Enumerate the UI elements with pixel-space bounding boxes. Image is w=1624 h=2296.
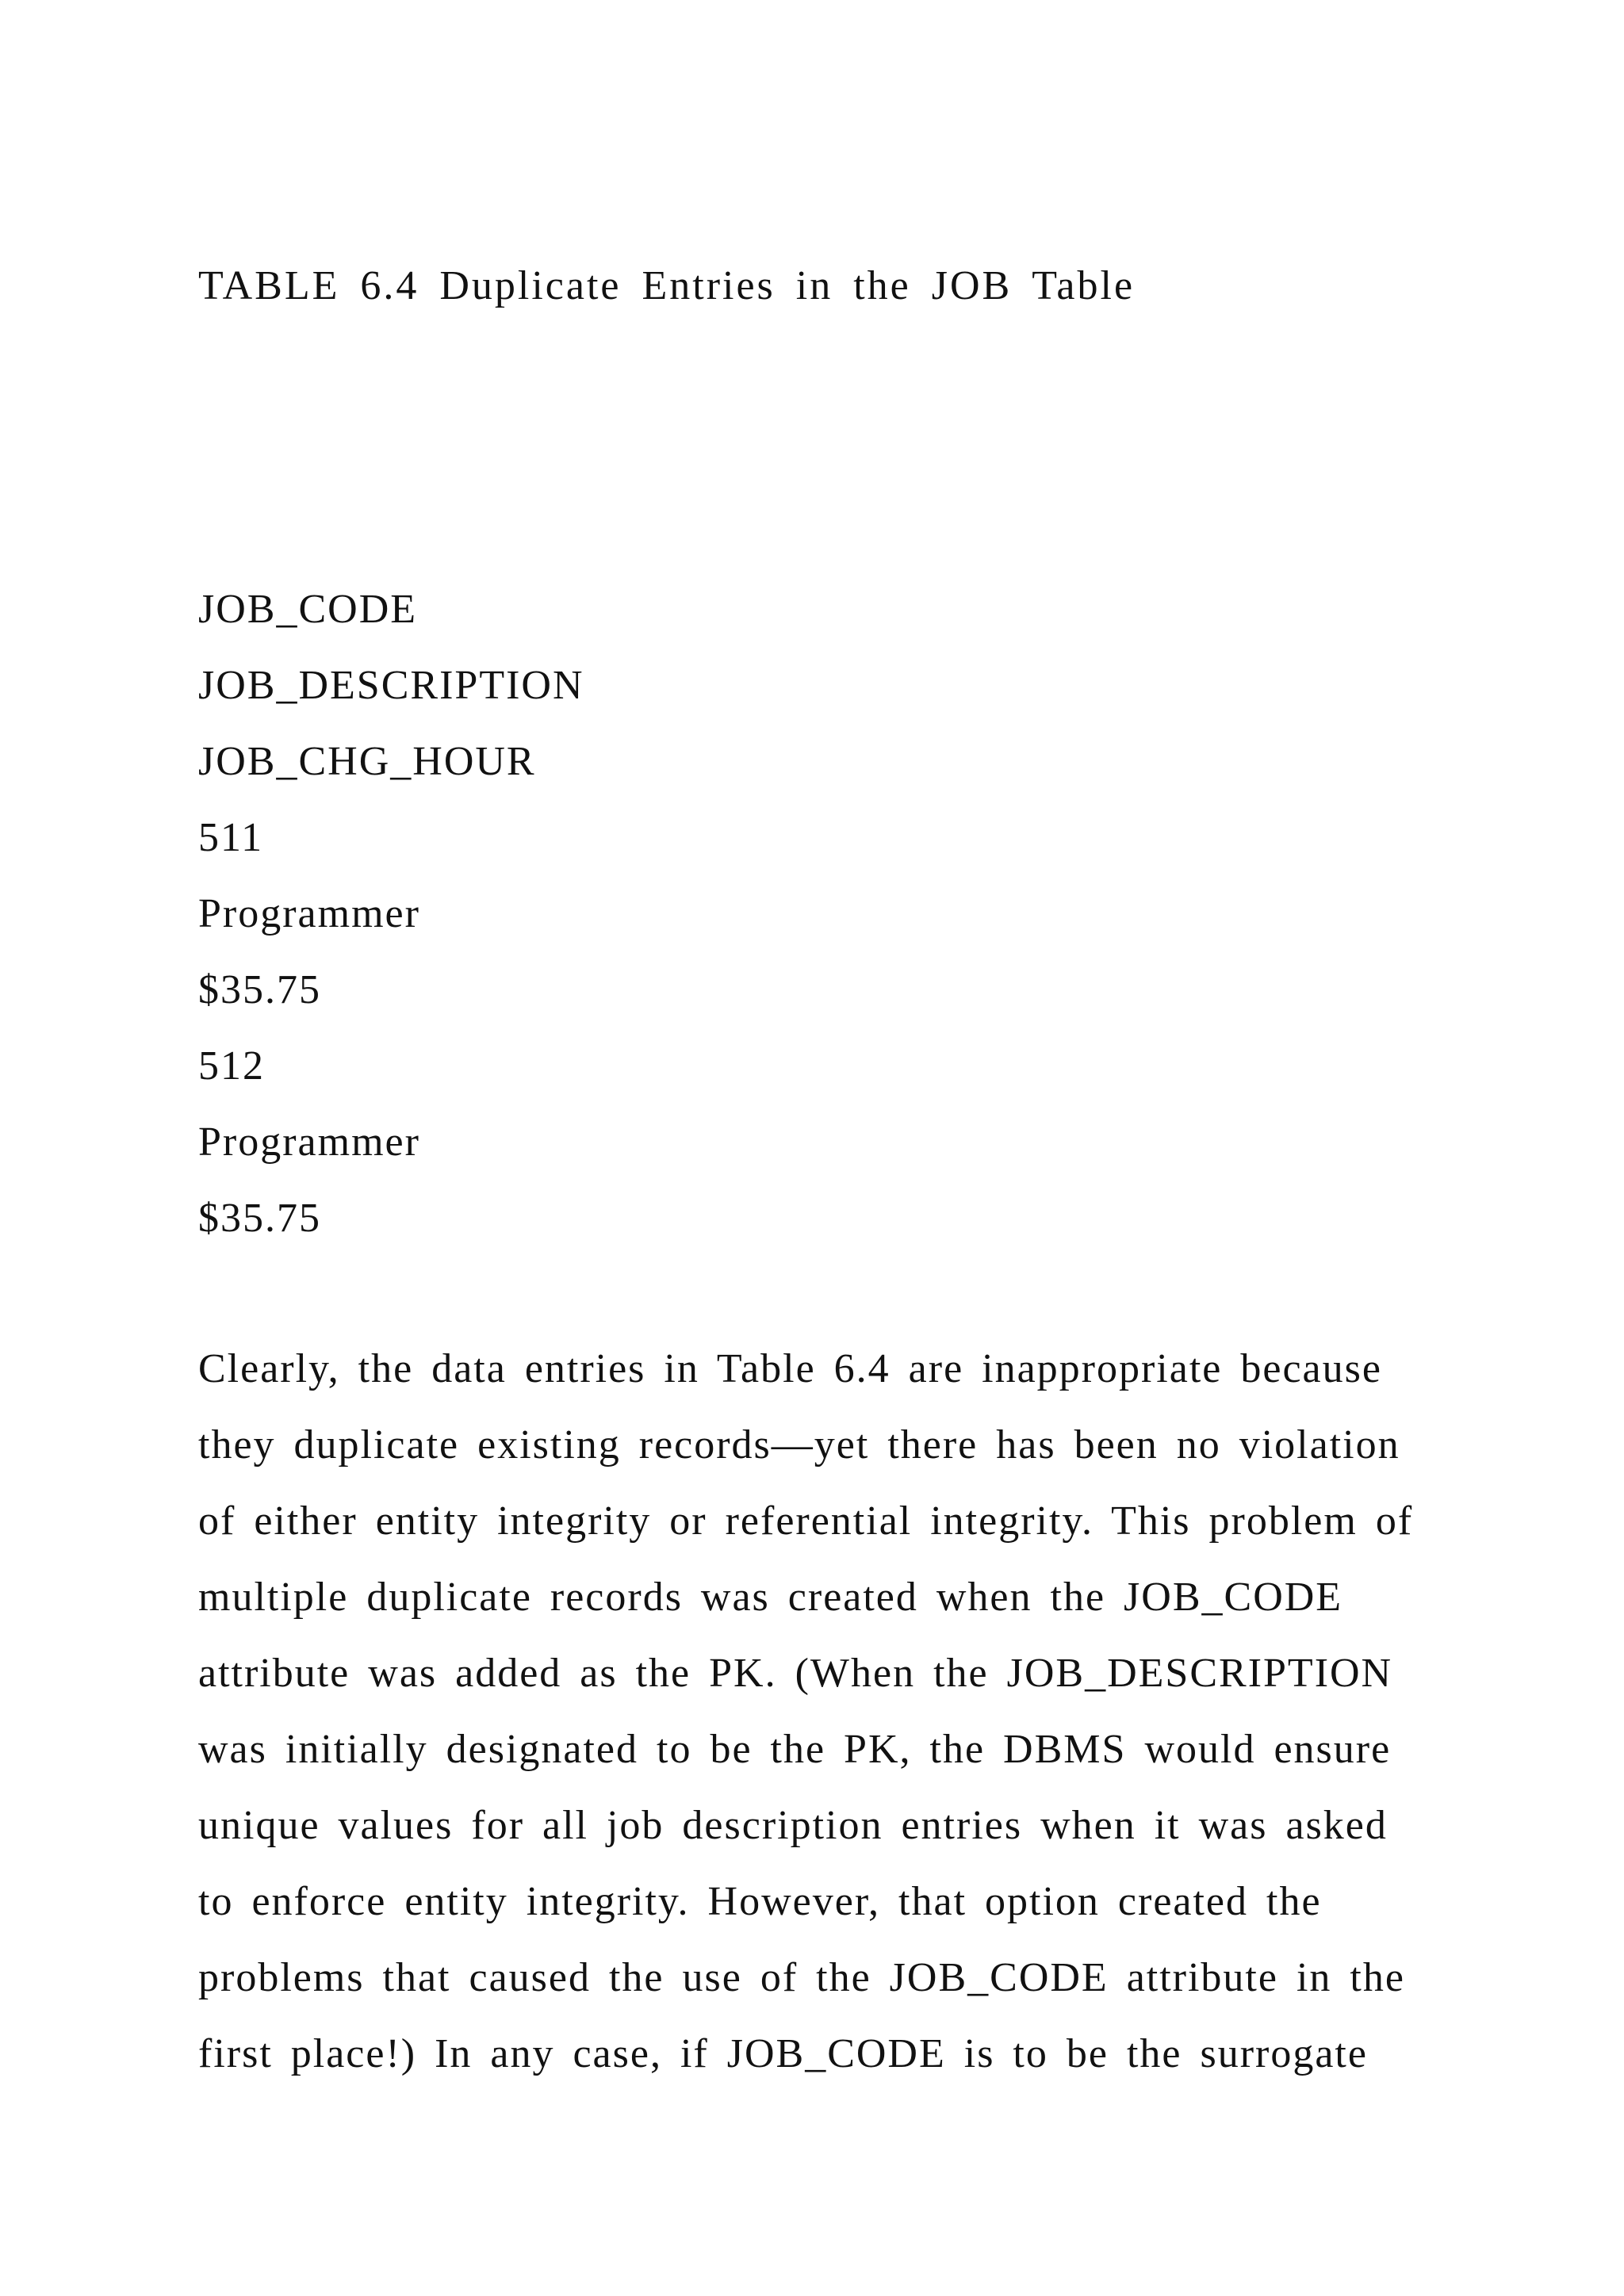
table-header-job-description: JOB_DESCRIPTION [198, 663, 584, 708]
paragraph-line: was initially designated to be the PK, the DBMS would ensure [198, 1727, 1392, 1772]
paragraph-line: unique values for all job description entries when it was asked [198, 1803, 1388, 1848]
paragraph-line: Clearly, the data entries in Table 6.4 are inappropriate because [198, 1346, 1382, 1391]
table-cell-row1-job-chg-hour: $35.75 [198, 967, 321, 1012]
paragraph-line: to enforce entity integrity. However, that option created the [198, 1879, 1322, 1924]
table-header-job-chg-hour: JOB_CHG_HOUR [198, 739, 536, 784]
paragraph-line: of either entity integrity or referential integrity. This problem of [198, 1498, 1414, 1544]
table-cell-row2-job-chg-hour: $35.75 [198, 1196, 321, 1241]
job-table [198, 587, 584, 1272]
paragraph-line: multiple duplicate records was created when the JOB_CODE [198, 1575, 1343, 1620]
paragraph-line: problems that caused the use of the JOB_CODE attribute in the [198, 1955, 1405, 2000]
paragraph-line: they duplicate existing records—yet there has been no violation [198, 1422, 1400, 1468]
table-header-job-code: JOB_CODE [198, 587, 418, 632]
table-title: TABLE 6.4 Duplicate Entries in the JOB Table [198, 263, 1136, 308]
table-cell-row1-job-code: 511 [198, 815, 264, 860]
paragraph-line: attribute was added as the PK. (When the JOB_DESCRIPTION [198, 1651, 1393, 1696]
table-cell-row2-job-code: 512 [198, 1043, 265, 1089]
body-paragraph [198, 1346, 1413, 2107]
paragraph-line: first place!) In any case, if JOB_CODE is to be the surrogate [198, 2031, 1368, 2076]
table-cell-row1-job-description: Programmer [198, 891, 420, 936]
table-cell-row2-job-description: Programmer [198, 1119, 420, 1165]
